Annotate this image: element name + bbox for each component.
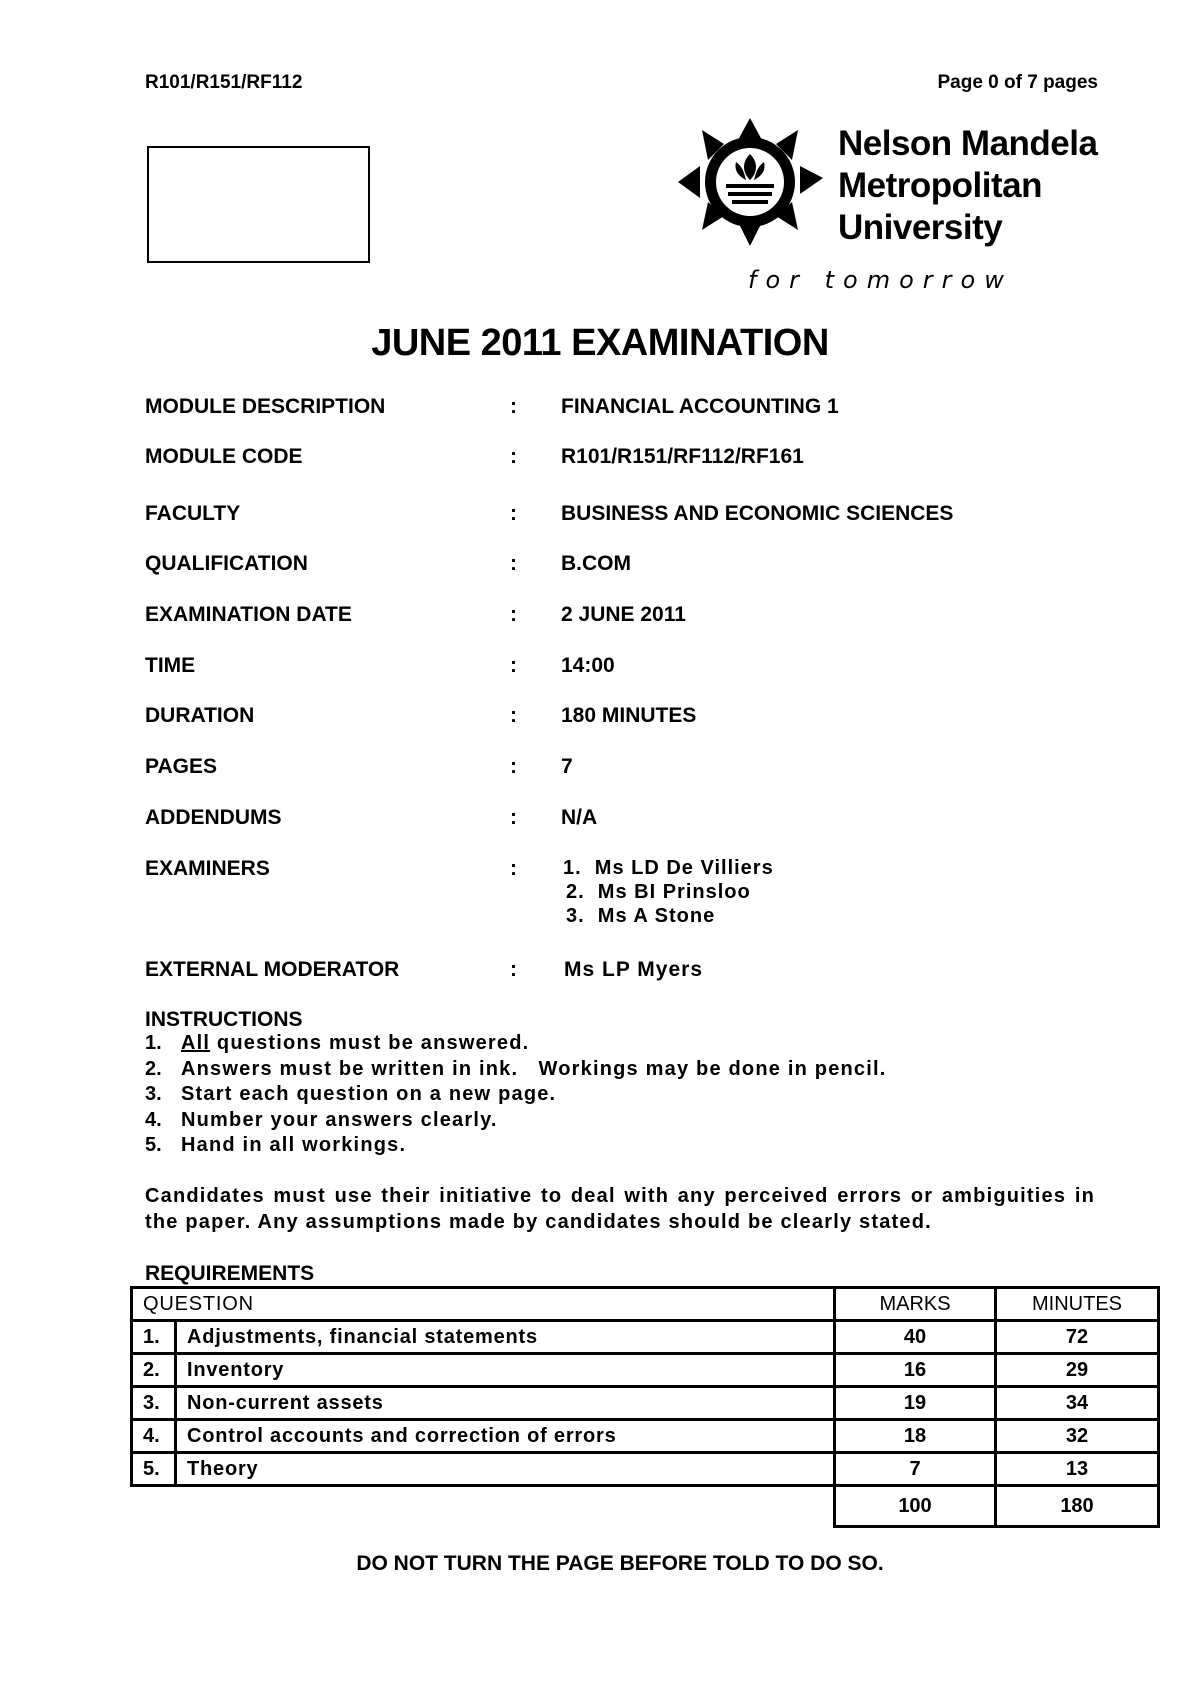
header-question: QUESTION	[132, 1288, 835, 1321]
question-minutes: 32	[996, 1420, 1159, 1453]
detail-label: MODULE CODE	[145, 445, 303, 468]
detail-label: PAGES	[145, 755, 217, 778]
instructions-heading: INSTRUCTIONS	[145, 1008, 303, 1031]
moderator-label: EXTERNAL MODERATOR	[145, 958, 400, 981]
header-page-info: Page 0 of 7 pages	[937, 72, 1098, 93]
examiner-item: 2. Ms BI Prinsloo	[566, 881, 751, 903]
instruction-emphasis: All	[181, 1032, 211, 1054]
detail-colon: :	[510, 704, 517, 727]
question-minutes: 72	[996, 1321, 1159, 1354]
question-text: Inventory	[176, 1354, 835, 1387]
question-minutes: 29	[996, 1354, 1159, 1387]
detail-colon: :	[510, 395, 517, 418]
instruction-text: Answers must be written in ink. Workings may be done in pencil.	[181, 1057, 887, 1080]
instructions-list	[145, 1031, 887, 1159]
instruction-number: 2.	[145, 1057, 162, 1080]
instruction-item	[145, 1082, 887, 1108]
detail-colon: :	[510, 502, 517, 525]
question-minutes: 13	[996, 1453, 1159, 1486]
question-marks: 40	[835, 1321, 996, 1354]
detail-value: R101/R151/RF112/RF161	[561, 445, 804, 468]
detail-value: 14:00	[561, 654, 615, 677]
detail-label: FACULTY	[145, 502, 241, 525]
question-number: 3.	[132, 1387, 176, 1420]
logo-tagline: for tomorrow	[748, 266, 1013, 294]
header-code: R101/R151/RF112	[145, 72, 303, 93]
total-marks: 100	[835, 1486, 996, 1527]
exam-title: JUNE 2011 EXAMINATION	[371, 322, 829, 364]
header-marks: MARKS	[835, 1288, 996, 1321]
question-number: 5.	[132, 1453, 176, 1486]
table-row	[132, 1321, 1159, 1354]
detail-colon: :	[510, 755, 517, 778]
logo-line3: University	[838, 208, 1003, 247]
instruction-text: Start each question on a new page.	[181, 1083, 557, 1105]
detail-colon: :	[510, 958, 517, 981]
examiners-list	[563, 856, 774, 928]
moderator-value: Ms LP Myers	[564, 958, 703, 981]
detail-value: BUSINESS AND ECONOMIC SCIENCES	[561, 502, 954, 525]
instruction-number: 3.	[145, 1083, 162, 1105]
total-spacer	[132, 1486, 835, 1527]
logo-line1: Nelson Mandela	[838, 124, 1098, 163]
question-marks: 19	[835, 1387, 996, 1420]
question-text: Control accounts and correction of errors	[176, 1420, 835, 1453]
detail-label: QUALIFICATION	[145, 552, 308, 575]
detail-colon: :	[510, 806, 517, 829]
university-logo-icon	[678, 118, 823, 248]
question-marks: 7	[835, 1453, 996, 1486]
table-header-row	[132, 1288, 1159, 1321]
question-text: Theory	[176, 1453, 835, 1486]
table-total-row	[132, 1486, 1159, 1527]
question-number: 2.	[132, 1354, 176, 1387]
table-row	[132, 1354, 1159, 1387]
table-row	[132, 1420, 1159, 1453]
footer-warning: DO NOT TURN THE PAGE BEFORE TOLD TO DO SO.	[356, 1552, 884, 1575]
detail-label: ADDENDUMS	[145, 806, 282, 829]
instruction-number: 4.	[145, 1108, 162, 1131]
question-number: 4.	[132, 1420, 176, 1453]
detail-value: 180 MINUTES	[561, 704, 697, 727]
examiner-item: 3. Ms A Stone	[566, 905, 716, 927]
question-number: 1.	[132, 1321, 176, 1354]
examiners-label: EXAMINERS	[145, 857, 270, 880]
examiner-item: 1. Ms LD De Villiers	[563, 857, 774, 879]
instruction-item	[145, 1057, 887, 1083]
instruction-text: Number your answers clearly.	[181, 1108, 498, 1131]
detail-value: N/A	[561, 806, 598, 829]
requirements-table	[130, 1286, 1160, 1528]
question-marks: 18	[835, 1420, 996, 1453]
question-marks: 16	[835, 1354, 996, 1387]
table-row	[132, 1453, 1159, 1486]
question-minutes: 34	[996, 1387, 1159, 1420]
instruction-text: Hand in all workings.	[181, 1134, 407, 1156]
detail-value: B.COM	[561, 552, 631, 575]
logo-line2: Metropolitan	[838, 166, 1042, 205]
instruction-text: questions must be answered.	[210, 1032, 530, 1054]
table-row	[132, 1387, 1159, 1420]
detail-value: 2 JUNE 2011	[561, 603, 686, 626]
instruction-number: 5.	[145, 1134, 162, 1156]
question-text: Non-current assets	[176, 1387, 835, 1420]
detail-colon: :	[510, 857, 517, 880]
detail-label: MODULE DESCRIPTION	[145, 395, 386, 418]
instruction-item	[145, 1108, 887, 1134]
detail-label: TIME	[145, 654, 196, 677]
detail-colon: :	[510, 603, 517, 626]
header-minutes: MINUTES	[996, 1288, 1159, 1321]
total-minutes: 180	[996, 1486, 1159, 1527]
assumptions-note: Candidates must use their initiative to deal with any perceived errors or ambiguities in the paper. Any assumptions made by candidates should be clearly stated.	[145, 1185, 1095, 1233]
instruction-item	[145, 1031, 887, 1057]
instruction-item	[145, 1133, 887, 1159]
requirements-heading: REQUIREMENTS	[145, 1262, 315, 1285]
detail-label: EXAMINATION DATE	[145, 603, 352, 626]
detail-label: DURATION	[145, 704, 255, 727]
detail-colon: :	[510, 445, 517, 468]
instruction-number: 1.	[145, 1032, 162, 1054]
candidate-number-box	[147, 146, 370, 263]
detail-value: FINANCIAL ACCOUNTING 1	[561, 395, 839, 418]
detail-colon: :	[510, 654, 517, 677]
detail-value: 7	[561, 755, 573, 778]
question-text: Adjustments, financial statements	[176, 1321, 835, 1354]
detail-colon: :	[510, 552, 517, 575]
